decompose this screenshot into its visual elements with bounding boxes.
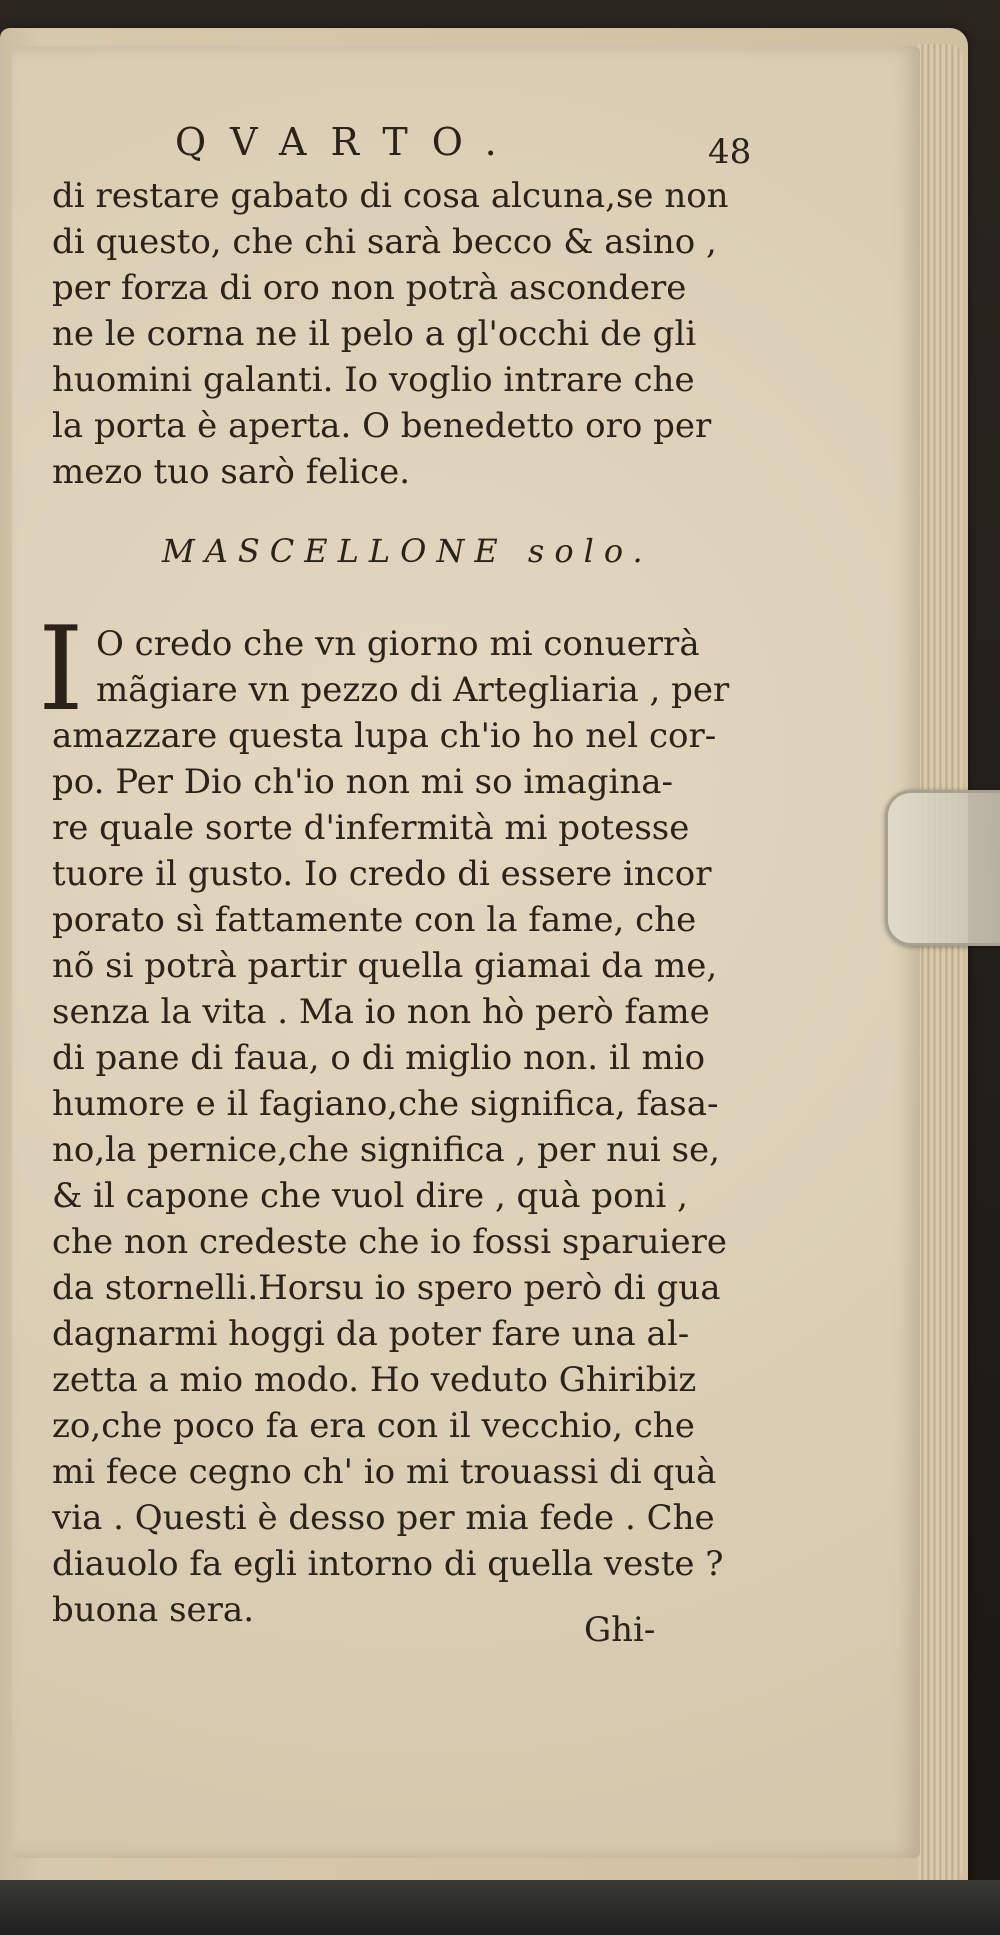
top-line: di restare gabato di cosa alcuna,se non (52, 176, 729, 216)
main-line: zetta a mio modo. Ho veduto Ghiribiz (52, 1360, 697, 1400)
main-line: no,la pernice,che significa , per nui se, (52, 1130, 720, 1170)
main-line: diauolo fa egli intorno di quella veste ? (52, 1544, 724, 1584)
top-line: ne le corna ne il pelo a gl'occhi de gli (52, 314, 697, 354)
main-line: zo,che poco fa era con il vecchio, che (52, 1406, 695, 1446)
page-number: 48 (708, 132, 752, 172)
page-edges (918, 44, 964, 1884)
top-line: la porta è aperta. O benedetto oro per (52, 406, 712, 446)
main-line: di pane di faua, o di miglio non. il mio (52, 1038, 706, 1078)
main-line: porato sì fattamente con la fame, che (52, 900, 697, 940)
running-header: QVARTO. (175, 120, 521, 164)
book-clasp (885, 790, 1000, 946)
main-line: senza la vita . Ma io non hò però fame (52, 992, 710, 1032)
main-line: via . Questi è desso per mia fede . Che (52, 1498, 715, 1538)
top-line: per forza di oro non potrà ascondere (52, 268, 687, 308)
main-line: & il capone che vuol dire , quà poni , (52, 1176, 688, 1216)
speaker-heading: MASCELLONE solo. (162, 532, 653, 570)
main-line: buona sera. (52, 1590, 255, 1630)
opening-line: O credo che vn giorno mi conuerrà (96, 624, 700, 664)
main-line: po. Per Dio ch'io non mi so imagina- (52, 762, 674, 802)
main-line: humore e il fagiano,che significa, fasa- (52, 1084, 719, 1124)
photo-background-bottom (0, 1880, 1000, 1935)
main-line: nõ si potrà partir quella giamai da me, (52, 946, 718, 986)
second-line: mãgiare vn pezzo di Artegliaria , per (96, 670, 730, 710)
main-line: dagnarmi hoggi da poter fare una al- (52, 1314, 690, 1354)
top-line: mezo tuo sarò felice. (52, 452, 411, 492)
drop-cap: I (38, 602, 84, 737)
top-line: huomini galanti. Io voglio intrare che (52, 360, 695, 400)
top-line: di questo, che chi sarà becco & asino , (52, 222, 717, 262)
main-line: amazzare questa lupa ch'io ho nel cor- (52, 716, 717, 756)
main-line: che non credeste che io fossi sparuiere (52, 1222, 727, 1262)
main-line: re quale sorte d'infermità mi potesse (52, 808, 690, 848)
main-line: da stornelli.Horsu io spero però di gua (52, 1268, 721, 1308)
catchword: Ghi- (584, 1610, 656, 1650)
main-line: mi fece cegno ch' io mi trouassi di quà (52, 1452, 717, 1492)
main-line: tuore il gusto. Io credo di essere incor (52, 854, 712, 894)
